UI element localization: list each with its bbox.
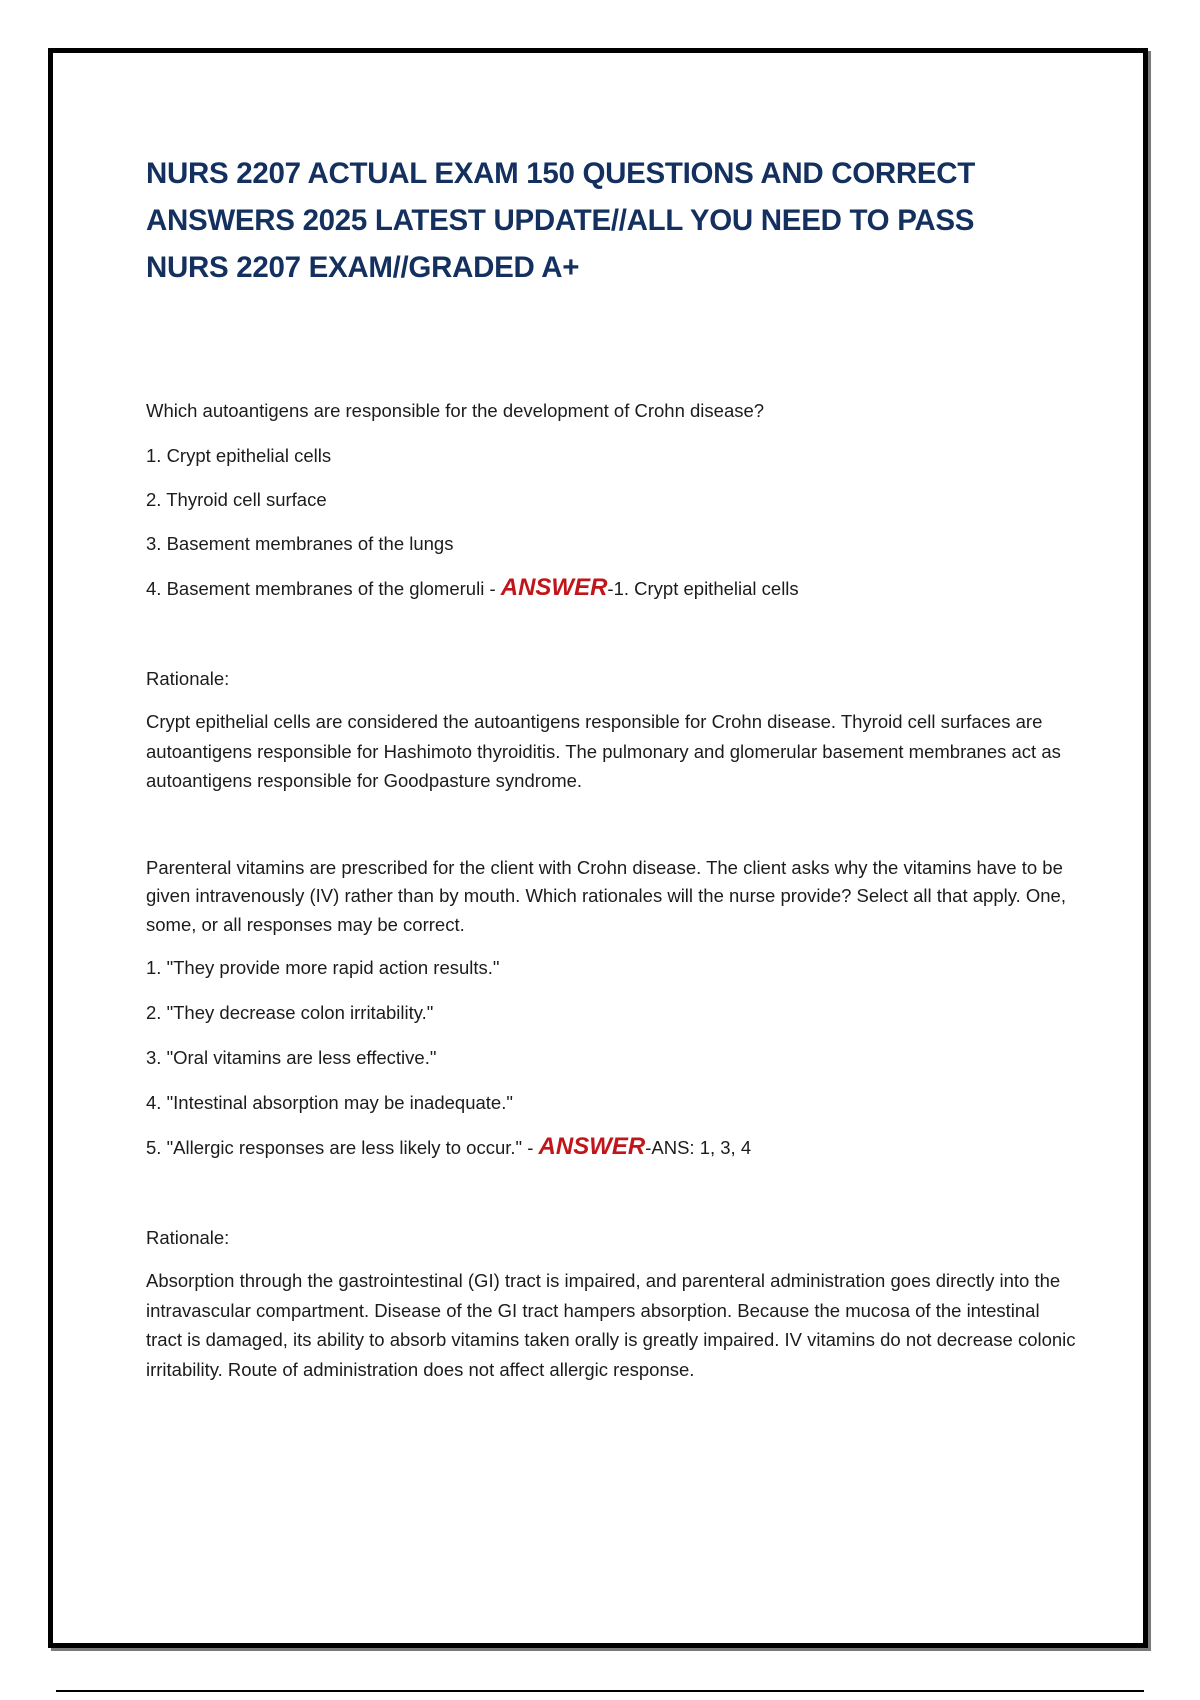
title-line: NURS 2207 ACTUAL EXAM 150 QUESTIONS AND CORRECT: [146, 157, 975, 190]
question-block-2: [146, 854, 1076, 1385]
question-block-1: [146, 397, 1076, 796]
answer-line: [146, 574, 1076, 603]
title-line: ANSWERS 2025 LATEST UPDATE//ALL YOU NEED TO PASS: [146, 204, 975, 237]
correct-answer: -ANS: 1, 3, 4: [645, 1137, 752, 1158]
answer-option: 4. Basement membranes of the glomeruli -: [146, 578, 501, 599]
answer-option: 5. "Allergic responses are less likely to occur." -: [146, 1137, 539, 1158]
document-title: [146, 150, 1076, 291]
answer-line: [146, 1133, 1076, 1162]
title-line: NURS 2207 EXAM//GRADED A+: [146, 251, 580, 284]
answer-option: 1. Crypt epithelial cells: [146, 445, 332, 466]
question-prompt: Parenteral vitamins are prescribed for the client with Crohn disease. The client asks why the vitamins have to be given intravenously (IV) rather than by mouth. Which rationales will the nurse provide? Select all that apply. One, some, or all responses may be correct.: [146, 856, 1066, 935]
answer-option: 2. "They decrease colon irritability.": [146, 1002, 434, 1023]
answer-option: 2. Thyroid cell surface: [146, 489, 327, 510]
answer-tag: ANSWER: [500, 574, 608, 601]
rationale-label: Rationale:: [146, 668, 230, 689]
footer-rule: [56, 1690, 1144, 1692]
answer-option: 1. "They provide more rapid action results.": [146, 957, 500, 978]
rationale-label: Rationale:: [146, 1227, 230, 1248]
rationale-text: Absorption through the gastrointestinal (GI) tract is impaired, and parenteral administration goes directly into the intravascular compartment. Disease of the GI tract hampers absorption. Because the mucosa of the intestinal tract is damaged, its ability to absorb vitamins taken orally is greatly impaired. IV vitamins do not decrease colonic irritability. Route of administration does not affect allergic response.: [146, 1270, 1076, 1380]
rationale-text: Crypt epithelial cells are considered the autoantigens responsible for Crohn disease. Thyroid cell surfaces are autoantigens responsible for Hashimoto thyroiditis. The pulmonary and glomerular basement membranes act as autoantigens responsible for Goodpasture syndrome.: [146, 711, 1061, 791]
correct-answer: -1. Crypt epithelial cells: [607, 578, 799, 599]
document-body: [146, 150, 1076, 1384]
answer-tag: ANSWER: [538, 1133, 646, 1160]
question-prompt: Which autoantigens are responsible for the development of Crohn disease?: [146, 400, 765, 421]
answer-option: 4. "Intestinal absorption may be inadequate.": [146, 1092, 513, 1113]
answer-option: 3. "Oral vitamins are less effective.": [146, 1047, 437, 1068]
answer-option: 3. Basement membranes of the lungs: [146, 533, 454, 554]
